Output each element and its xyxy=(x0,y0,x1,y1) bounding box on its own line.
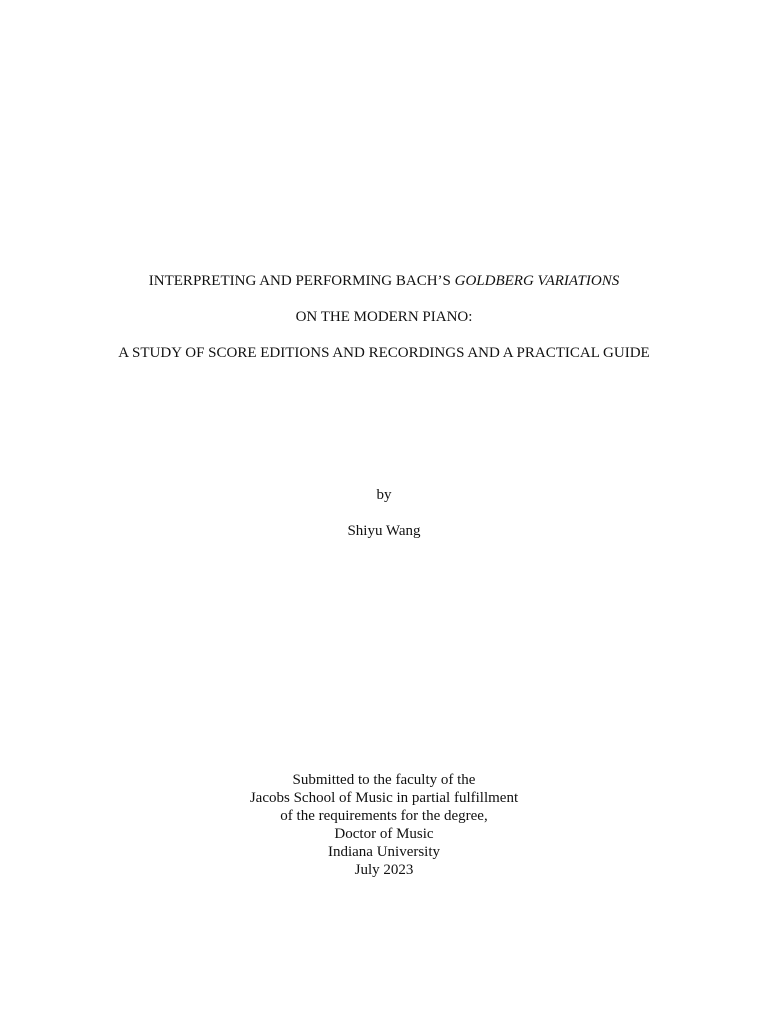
degree-name: Doctor of Music xyxy=(334,826,434,842)
submission-line-3: of the requirements for the degree, xyxy=(280,808,488,824)
title-line-2: ON THE MODERN PIANO: xyxy=(295,309,473,325)
title-italic-work: GOLDBERG VARIATIONS xyxy=(454,273,620,289)
title-line-1 xyxy=(0,272,768,290)
submission-line-1: Submitted to the faculty of the xyxy=(292,772,476,788)
title-line-3: A STUDY OF SCORE EDITIONS AND RECORDINGS AND A PRACTICAL GUIDE xyxy=(118,345,650,361)
submission-line-2: Jacobs School of Music in partial fulfillment xyxy=(249,790,519,806)
submission-statement xyxy=(0,771,768,879)
submission-date: July 2023 xyxy=(354,862,414,878)
title-line-1-text: INTERPRETING AND PERFORMING BACH’S xyxy=(148,273,455,289)
author-name: Shiyu Wang xyxy=(347,523,421,539)
by-label: by xyxy=(376,487,392,503)
university-name: Indiana University xyxy=(327,844,441,860)
